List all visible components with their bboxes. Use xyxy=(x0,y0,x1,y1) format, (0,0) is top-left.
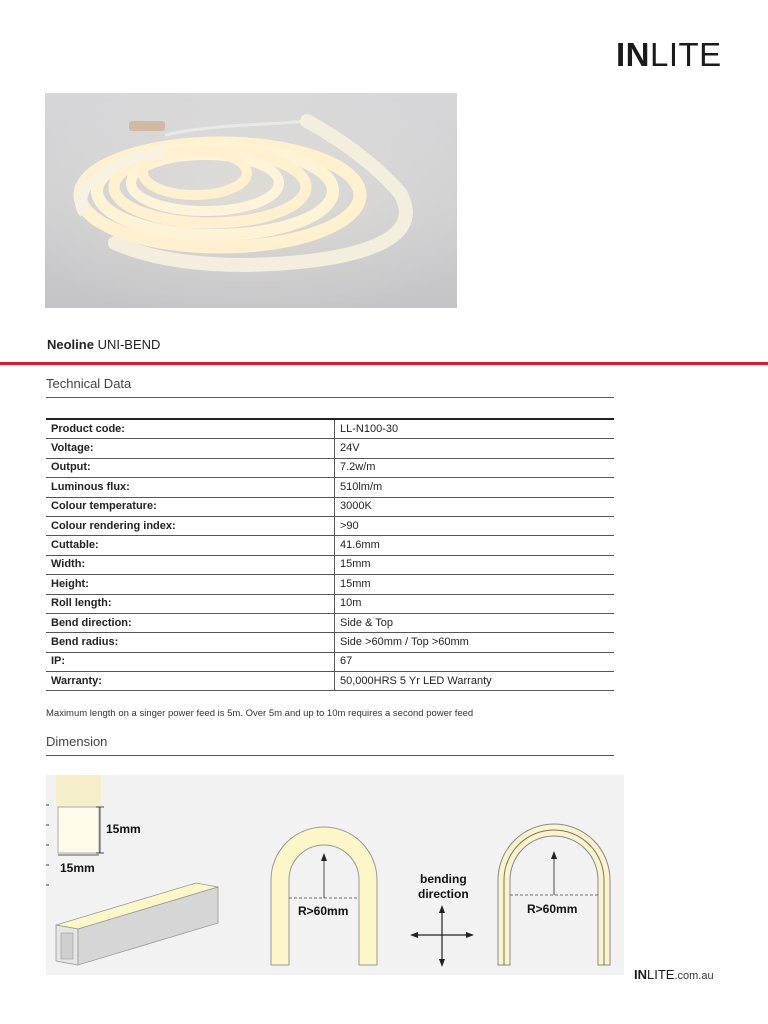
bending-label-line2: direction xyxy=(418,887,469,901)
spec-value: 10m xyxy=(335,594,615,613)
spec-value: 15mm xyxy=(335,555,615,574)
brand-logo-light: LITE xyxy=(650,36,722,73)
brand-logo xyxy=(616,38,722,71)
footer-tld: .com.au xyxy=(674,970,714,982)
spec-value: 3000K xyxy=(335,497,615,516)
spec-value: Side >60mm / Top >60mm xyxy=(335,633,615,652)
footer-website[interactable] xyxy=(634,967,714,982)
product-title xyxy=(47,337,160,352)
brand-logo-bold: IN xyxy=(616,36,650,73)
technical-data-heading: Technical Data xyxy=(46,376,132,391)
spec-key: Voltage: xyxy=(46,439,335,458)
profile-cross-section xyxy=(58,807,99,853)
power-feed-note: Maximum length on a singer power feed is 5m. Over 5m and up to 10m requires a second power feed xyxy=(46,708,474,719)
spec-value: >90 xyxy=(335,516,615,535)
spec-key: Width: xyxy=(46,555,335,574)
dimension-rule xyxy=(46,755,614,756)
spec-value: 41.6mm xyxy=(335,536,615,555)
spec-value: 67 xyxy=(335,652,615,671)
spec-key: Colour temperature: xyxy=(46,497,335,516)
side-radius-label: R>60mm xyxy=(298,904,349,918)
top-radius-label: R>60mm xyxy=(527,902,578,916)
footer-light: LITE xyxy=(647,967,675,982)
product-name-rest: UNI-BEND xyxy=(93,337,161,352)
spec-value: 24V xyxy=(335,439,615,458)
spec-row xyxy=(46,478,614,497)
spec-key: Luminous flux: xyxy=(46,478,335,497)
spec-table xyxy=(46,418,614,691)
spec-key: Colour rendering index: xyxy=(46,516,335,535)
spec-row xyxy=(46,516,614,535)
spec-value: 510lm/m xyxy=(335,478,615,497)
spec-row xyxy=(46,458,614,477)
spec-key: Roll length: xyxy=(46,594,335,613)
technical-data-rule xyxy=(46,397,614,398)
dimension-heading: Dimension xyxy=(46,734,108,749)
product-name-bold: Neoline xyxy=(47,337,94,352)
spec-row xyxy=(46,613,614,632)
spec-row xyxy=(46,555,614,574)
spec-value: LL-N100-30 xyxy=(335,419,615,439)
spec-row xyxy=(46,594,614,613)
height-dimension-label: 15mm xyxy=(106,822,141,836)
dimension-diagram xyxy=(46,775,624,975)
spec-value: 7.2w/m xyxy=(335,458,615,477)
spec-key: Output: xyxy=(46,458,335,477)
spec-key: Cuttable: xyxy=(46,536,335,555)
spec-key: Bend direction: xyxy=(46,613,335,632)
spec-row xyxy=(46,497,614,516)
width-dimension-label: 15mm xyxy=(60,861,95,875)
spec-row xyxy=(46,536,614,555)
spec-value: 15mm xyxy=(335,575,615,594)
spec-value: 50,000HRS 5 Yr LED Warranty xyxy=(335,672,615,691)
light-glow xyxy=(56,775,101,807)
spec-value: Side & Top xyxy=(335,613,615,632)
spec-row xyxy=(46,633,614,652)
spec-row xyxy=(46,419,614,439)
spec-row xyxy=(46,439,614,458)
spec-key: Warranty: xyxy=(46,672,335,691)
footer-bold: IN xyxy=(634,967,647,982)
bending-label-line1: bending xyxy=(420,872,467,886)
spec-key: Height: xyxy=(46,575,335,594)
spec-row xyxy=(46,575,614,594)
header-divider xyxy=(0,362,768,365)
spec-key: Bend radius: xyxy=(46,633,335,652)
spec-row xyxy=(46,652,614,671)
product-photo xyxy=(45,93,457,308)
spec-key: IP: xyxy=(46,652,335,671)
spec-key: Product code: xyxy=(46,419,335,439)
spec-row xyxy=(46,672,614,691)
